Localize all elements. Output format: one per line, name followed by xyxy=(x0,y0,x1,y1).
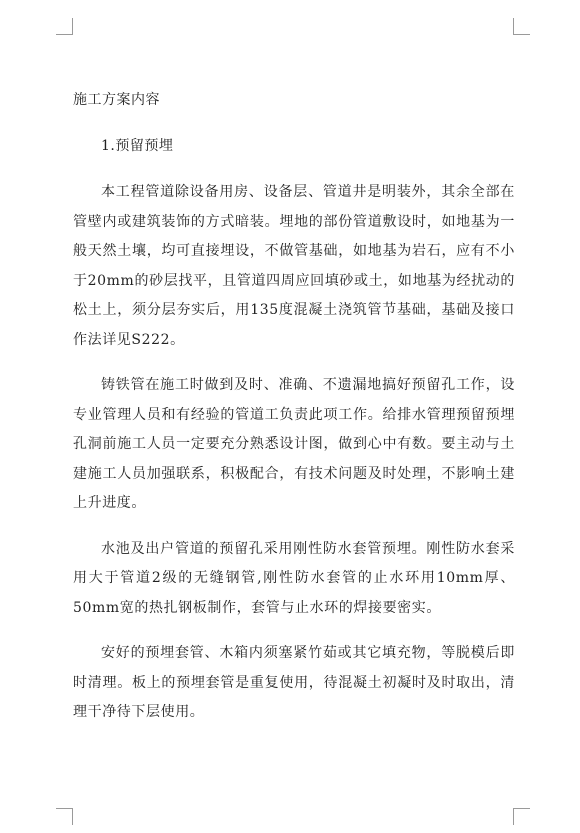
section-heading: 1.预留预埋 xyxy=(101,138,174,154)
document-title: 施工方案内容 xyxy=(73,92,160,108)
crop-mark-bottom-left xyxy=(56,808,73,825)
document-body xyxy=(73,86,515,744)
paragraph-cast-iron-reservation: 铸铁管在施工时做到及时、准确、不遗漏地搞好预留孔工作，设专业管理人员和有经验的管道工负责此项工作。给排水管理预留预埋孔洞前施工人员一定要充分熟悉设计图，做到心中有数。要主动与土建施工人员加强联系，积极配合，有技术问题及时处理，不影响土建上升进度。 xyxy=(73,377,515,511)
crop-mark-bottom-right xyxy=(513,808,530,825)
paragraph-sleeve-cleanup: 安好的预埋套管、木箱内须塞紧竹茹或其它填充物，等脱模后即时清理。板上的预埋套管是重复使用，待混凝土初凝时及时取出，清理干净待下层使用。 xyxy=(73,645,515,720)
crop-mark-top-left xyxy=(56,18,73,35)
crop-mark-top-right xyxy=(513,18,530,35)
paragraph-waterproof-sleeve: 水池及出户管道的预留孔采用刚性防水套管预埋。刚性防水套采用大于管道2级的无缝钢管,刚性防水套管的止水环用10mm厚、50mm宽的热扎钢板制作，套管与止水环的焊接要密实。 xyxy=(73,540,515,616)
paragraph-pipe-laying: 本工程管道除设备用房、设备层、管道井是明装外，其余全部在管壁内或建筑装饰的方式暗装。埋地的部份管道敷设时，如地基为一般天然土壤，均可直接埋设，不做管基础，如地基为岩石，应有不小于20mm的砂层找平，且管道四周应回填砂或土，如地基为经扰动的松土上，须分层夯实后，用135度混凝土浇筑管节基础，基础及接口作法详见S222。 xyxy=(73,184,515,348)
